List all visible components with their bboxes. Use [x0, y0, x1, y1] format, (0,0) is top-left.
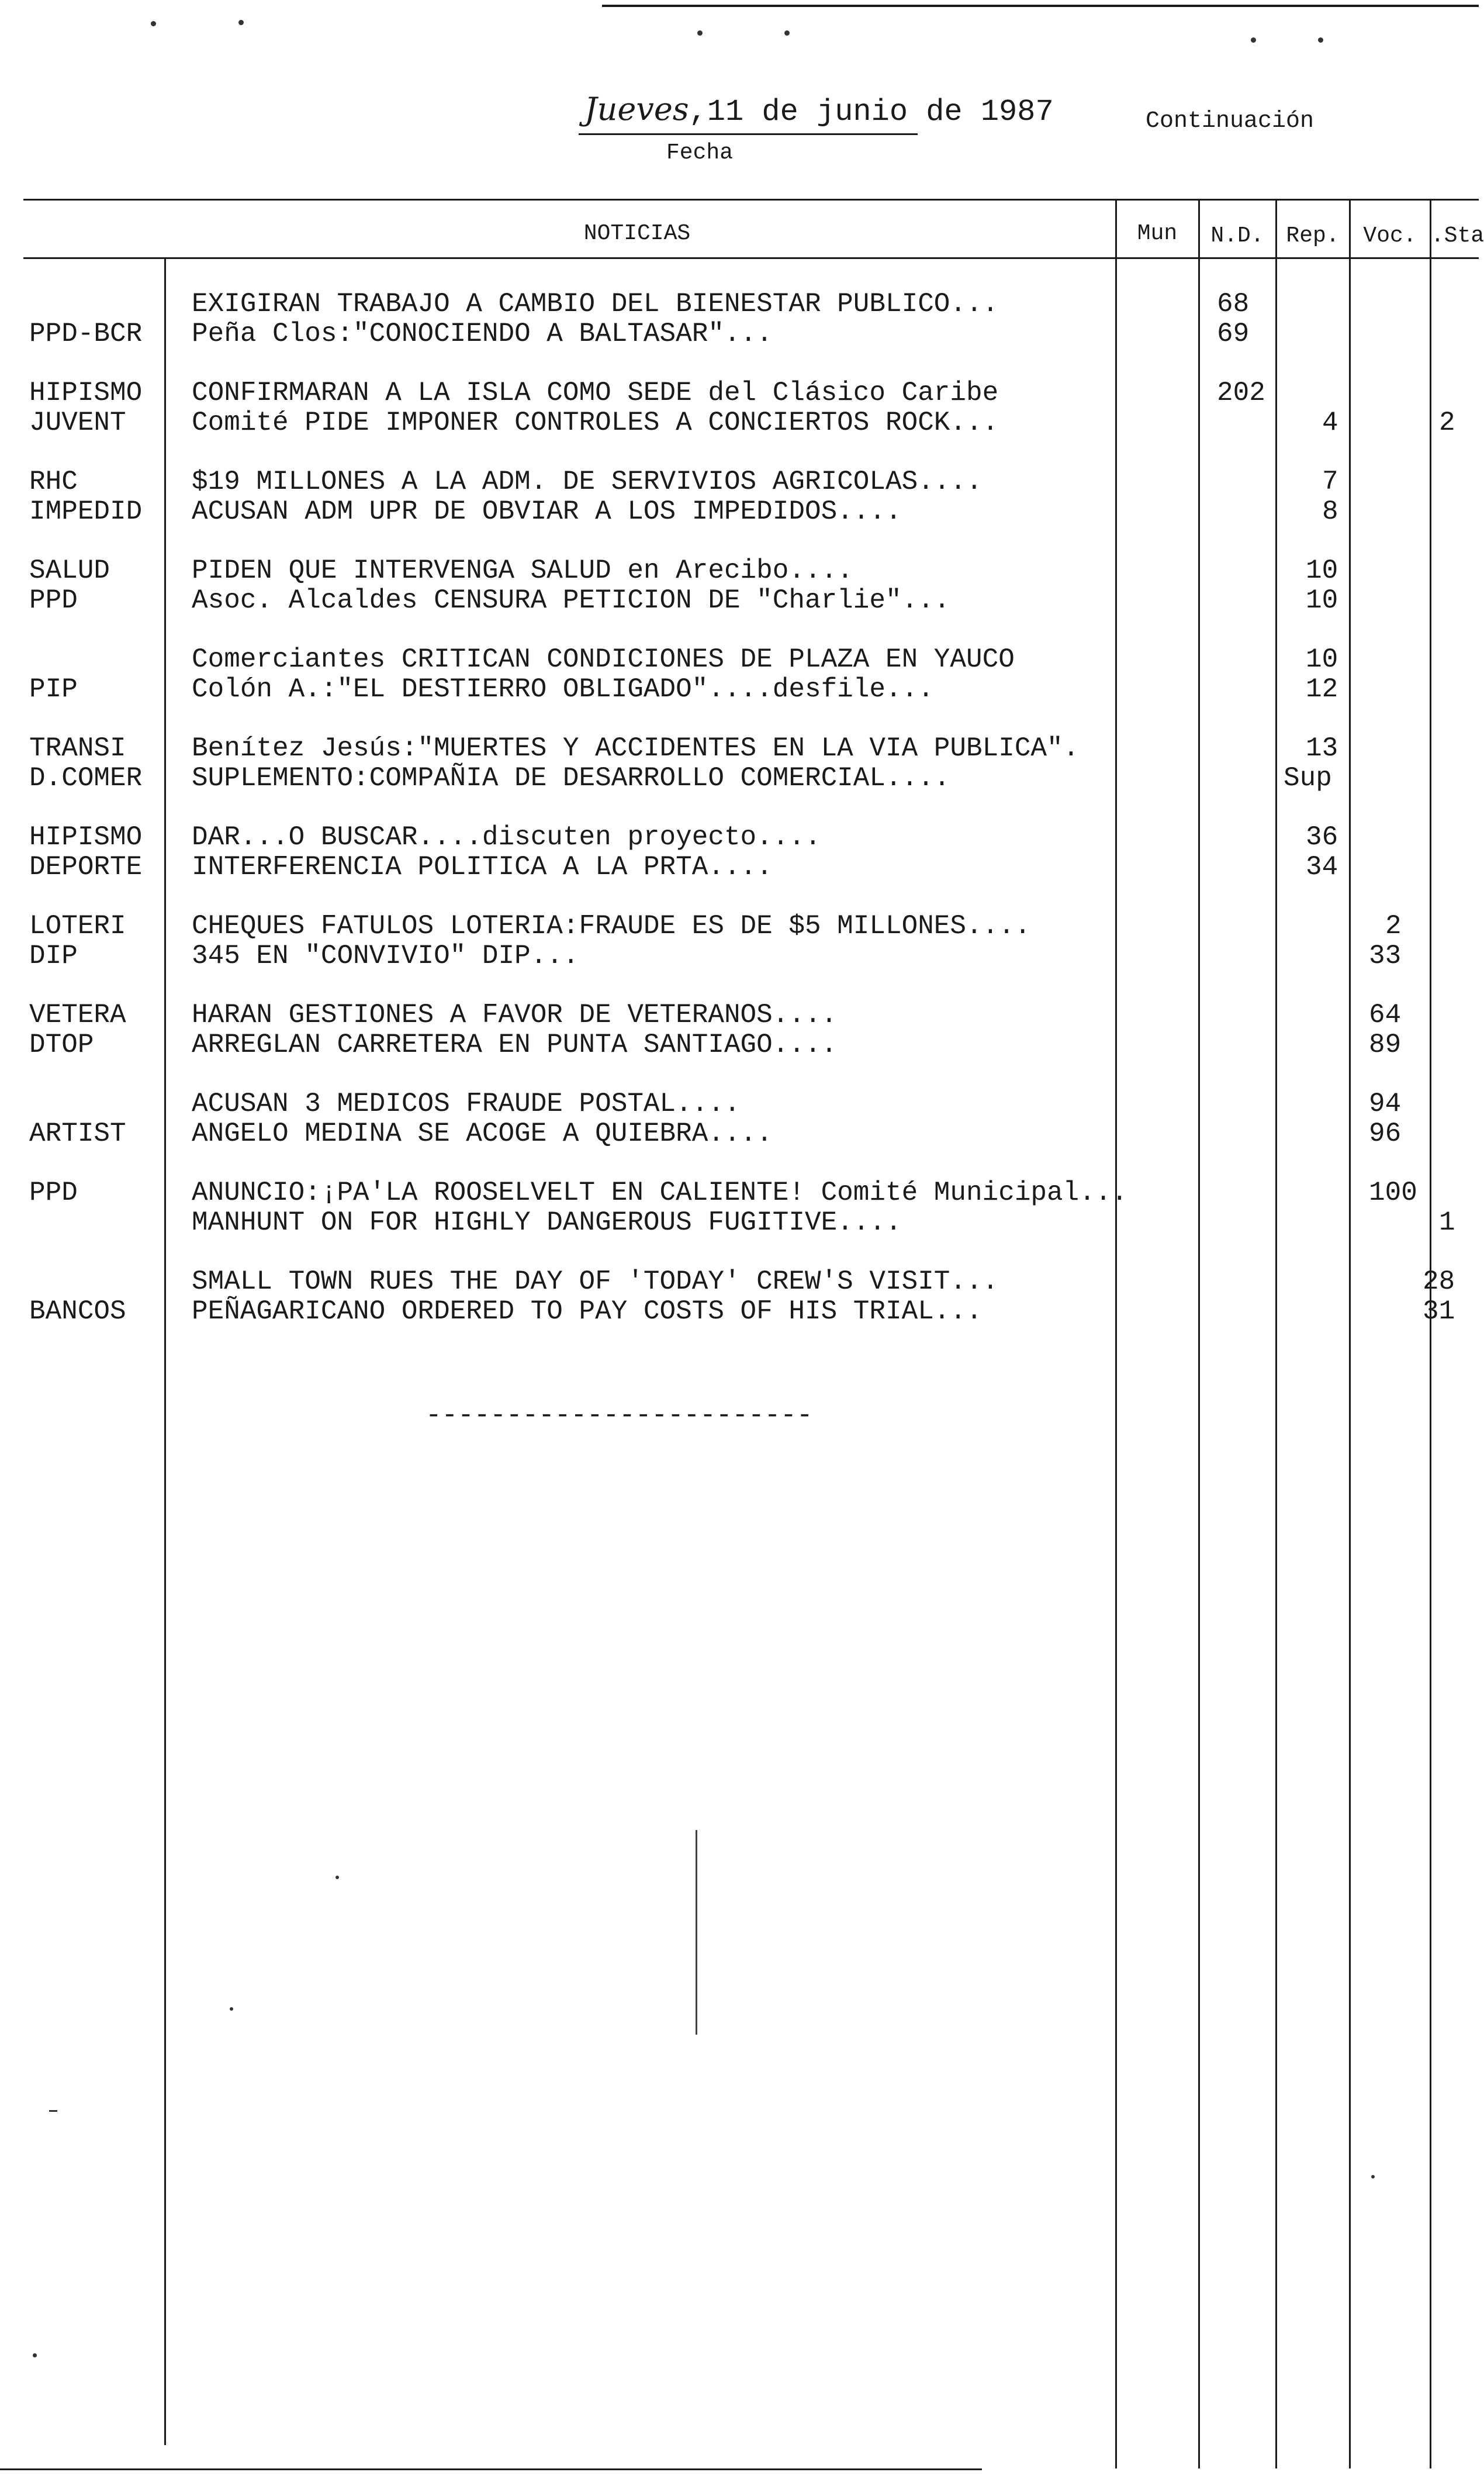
sta-value: 31: [1423, 1296, 1455, 1327]
voc-value: 100: [1369, 1178, 1417, 1208]
news-headline: MANHUNT ON FOR HIGHLY DANGEROUS FUGITIVE....: [192, 1207, 902, 1238]
table-header-rule: [23, 257, 1479, 259]
voc-column-divider: [1349, 200, 1351, 2468]
news-headline: ANGELO MEDINA SE ACOGE A QUIEBRA....: [192, 1118, 773, 1149]
rep-value: 10: [1306, 555, 1338, 586]
date-typed: ,11 de junio de 1987: [689, 95, 1054, 129]
row-tag: PPD: [29, 1178, 78, 1208]
date-caption: Fecha: [666, 140, 734, 165]
table-bottom-rule: [0, 2468, 982, 2470]
voc-value: 64: [1369, 1000, 1402, 1030]
tag-column-divider: [164, 258, 166, 2445]
news-headline: HARAN GESTIONES A FAVOR DE VETERANOS....: [192, 1000, 838, 1030]
row-tag: PPD-BCR: [29, 319, 143, 349]
news-headline: ACUSAN ADM UPR DE OBVIAR A LOS IMPEDIDOS....: [192, 496, 902, 527]
speck: [238, 20, 244, 25]
news-headline: PEÑAGARICANO ORDERED TO PAY COSTS OF HIS TRIAL...: [192, 1296, 983, 1327]
rep-value: 36: [1306, 822, 1338, 852]
row-tag: D.COMER: [29, 763, 143, 793]
rep-value: 10: [1306, 585, 1338, 616]
speck: [784, 30, 790, 36]
row-tag: TRANSI: [29, 733, 126, 764]
news-headline: ANUNCIO:¡PA'LA ROOSELVELT EN CALIENTE! Comité Municipal...: [192, 1178, 1128, 1208]
rep-value: 13: [1306, 733, 1338, 764]
news-headline: ACUSAN 3 MEDICOS FRAUDE POSTAL....: [192, 1089, 741, 1119]
rep-value: 12: [1306, 674, 1338, 705]
row-tag: SALUD: [29, 555, 110, 586]
speck: [697, 30, 703, 36]
row-tag: DEPORTE: [29, 852, 143, 882]
news-headline: Colón A.:"EL DESTIERRO OBLIGADO"....desfile...: [192, 674, 934, 705]
col-header-voc: Voc.: [1363, 223, 1417, 248]
rep-value: 4: [1322, 408, 1338, 438]
row-tag: LOTERI: [29, 911, 126, 941]
col-header-nd: N.D.: [1210, 223, 1264, 248]
scan-artifact-line: [696, 1830, 697, 2035]
news-headline: Benítez Jesús:"MUERTES Y ACCIDENTES EN LA VIA PUBLICA".: [192, 733, 1080, 764]
col-header-sta: .Sta: [1431, 223, 1484, 248]
row-tag: DTOP: [29, 1030, 94, 1060]
news-headline: ARREGLAN CARRETERA EN PUNTA SANTIAGO....: [192, 1030, 838, 1060]
row-tag: DIP: [29, 941, 78, 971]
row-tag: IMPEDID: [29, 496, 143, 527]
rep-value: 34: [1306, 852, 1338, 882]
news-headline: Comité PIDE IMPONER CONTROLES A CONCIERTOS ROCK...: [192, 408, 999, 438]
date-line: [584, 91, 1054, 129]
nd-value: 69: [1217, 319, 1250, 349]
news-headline: EXIGIRAN TRABAJO A CAMBIO DEL BIENESTAR PUBLICO...: [192, 289, 999, 319]
row-tag: HIPISMO: [29, 378, 143, 408]
news-headline: DAR...O BUSCAR....discuten proyecto....: [192, 822, 821, 852]
date-handwritten: Jueves: [584, 91, 689, 127]
speck: [151, 21, 156, 26]
news-headline: PIDEN QUE INTERVENGA SALUD en Arecibo....: [192, 555, 853, 586]
rep-value: 10: [1306, 644, 1338, 675]
voc-value: 33: [1369, 941, 1402, 971]
news-headline: Peña Clos:"CONOCIENDO A BALTASAR"...: [192, 319, 773, 349]
news-headline: Asoc. Alcaldes CENSURA PETICION DE "Charlie"...: [192, 585, 950, 616]
mun-column-divider: [1115, 200, 1117, 2468]
sta-value: 1: [1439, 1207, 1455, 1238]
row-tag: HIPISMO: [29, 822, 143, 852]
col-header-mun: Mun: [1137, 221, 1178, 246]
rep-column-divider: [1275, 200, 1277, 2468]
top-edge-rule: [602, 5, 1479, 7]
news-headline: $19 MILLONES A LA ADM. DE SERVIVIOS AGRICOLAS....: [192, 467, 983, 497]
table-top-rule: [23, 199, 1479, 201]
voc-value: 89: [1369, 1030, 1402, 1060]
continuation-label: Continuación: [1146, 108, 1315, 134]
news-headline: CHEQUES FATULOS LOTERIA:FRAUDE ES DE $5 MILLONES....: [192, 911, 1031, 941]
row-tag: VETERA: [29, 1000, 126, 1030]
speck: [1318, 37, 1323, 43]
speck: [33, 2353, 37, 2357]
voc-value: 96: [1369, 1118, 1402, 1149]
row-tag: RHC: [29, 467, 78, 497]
date-underline: [579, 133, 918, 135]
nd-value: 68: [1217, 289, 1250, 319]
speck: [49, 2110, 57, 2112]
separator-dashes: ------------------------: [426, 1400, 813, 1431]
news-headline: SMALL TOWN RUES THE DAY OF 'TODAY' CREW'S VISIT...: [192, 1266, 999, 1297]
row-tag: BANCOS: [29, 1296, 126, 1327]
voc-value: 94: [1369, 1089, 1402, 1119]
rep-value: 8: [1322, 496, 1338, 527]
news-headline: 345 EN "CONVIVIO" DIP...: [192, 941, 579, 971]
rep-value: 7: [1322, 467, 1338, 497]
sta-column-divider: [1430, 200, 1431, 2468]
voc-value: 2: [1385, 911, 1402, 941]
row-tag: JUVENT: [29, 408, 126, 438]
speck: [230, 2007, 233, 2011]
sta-value: 2: [1439, 408, 1455, 438]
row-tag: PPD: [29, 585, 78, 616]
rep-value: Sup: [1284, 763, 1332, 793]
news-headline: SUPLEMENTO:COMPAÑIA DE DESARROLLO COMERCIAL....: [192, 763, 950, 793]
sta-value: 28: [1423, 1266, 1455, 1297]
nd-column-divider: [1198, 200, 1200, 2468]
news-headline: INTERFERENCIA POLITICA A LA PRTA....: [192, 852, 773, 882]
news-headline: Comerciantes CRITICAN CONDICIONES DE PLAZA EN YAUCO: [192, 644, 1015, 675]
row-tag: PIP: [29, 674, 78, 705]
speck: [335, 1876, 339, 1879]
speck: [1251, 37, 1256, 43]
speck: [1371, 2175, 1375, 2178]
col-header-noticias: NOTICIAS: [583, 221, 691, 246]
col-header-rep: Rep.: [1286, 223, 1340, 248]
nd-value: 202: [1217, 378, 1265, 408]
row-tag: ARTIST: [29, 1118, 126, 1149]
news-headline: CONFIRMARAN A LA ISLA COMO SEDE del Clásico Caribe: [192, 378, 999, 408]
